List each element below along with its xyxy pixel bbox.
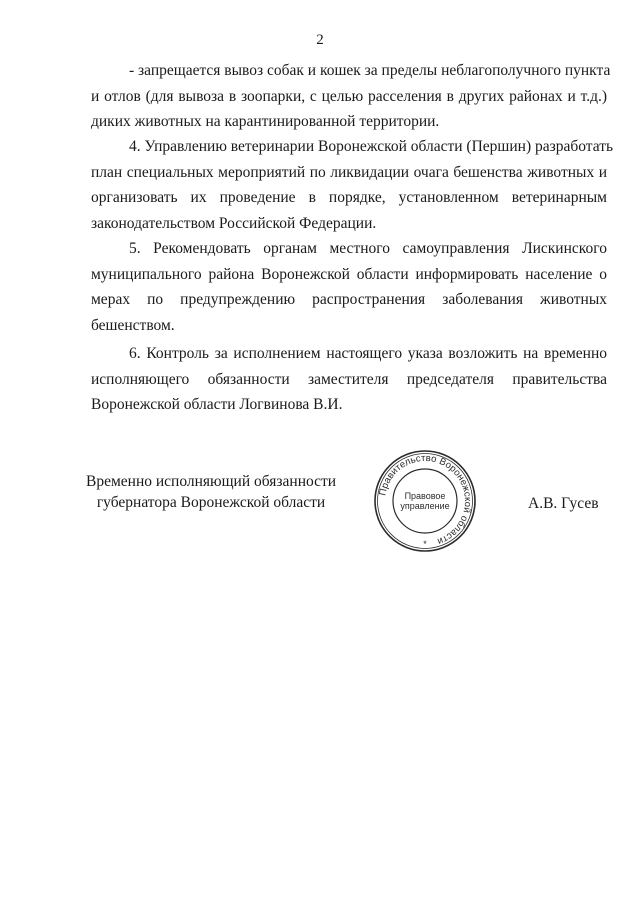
paragraph-line: организовать их проведение в порядке, установленном ветеринарным: [91, 189, 607, 207]
paragraph-line: муниципального района Воронежской области информировать население о: [91, 265, 607, 283]
paragraph-item-5: [91, 236, 607, 338]
official-seal-stamp: [373, 449, 477, 553]
seal-center-line: управление: [400, 501, 450, 511]
paragraph-line: - запрещается вывоз собак и кошек за пределы неблагополучного пункта: [129, 62, 611, 79]
page-number: 2: [316, 32, 324, 48]
paragraph-line: законодательством Российской Федерации.: [91, 214, 377, 232]
seal-ring-text: Правительство Воронежской области: [377, 452, 474, 547]
paragraph-line: мерах по предупреждению распространения заболевания животных: [91, 291, 607, 309]
paragraph-line: 6. Контроль за исполнением настоящего указа возложить на временно: [129, 345, 607, 362]
paragraph-line: план специальных мероприятий по ликвидации очага бешенства животных и: [91, 163, 607, 181]
seal-star-icon: *: [423, 539, 427, 549]
paragraph-item-6: [91, 341, 607, 418]
paragraph-line: 5. Рекомендовать органам местного самоуправления Лискинского: [129, 240, 607, 257]
paragraph-line: Воронежской области Логвинова В.И.: [91, 396, 343, 414]
signatory-title: [86, 471, 336, 513]
paragraph-line: бешенством.: [91, 316, 175, 334]
paragraph-line: 4. Управлению ветеринарии Воронежской области (Першин) разработать: [129, 138, 614, 155]
paragraph-line: диких животных на карантинированной территории.: [91, 113, 440, 131]
paragraph-item-4: [91, 134, 614, 236]
signatory-name: А.В. Гусев: [528, 495, 599, 512]
seal-center-line: Правовое: [404, 491, 446, 501]
paragraph-line: и отлов (для вывоза в зоопарки, с целью расселения в других районах и т.д.): [91, 87, 607, 105]
paragraph-quarantine-restrictions: [91, 58, 611, 135]
signatory-title-line: губернатора Воронежской области: [96, 494, 326, 511]
paragraph-line: исполняющего обязанности заместителя председателя правительства: [91, 370, 607, 388]
signatory-title-line: Временно исполняющий обязанности: [86, 473, 337, 490]
